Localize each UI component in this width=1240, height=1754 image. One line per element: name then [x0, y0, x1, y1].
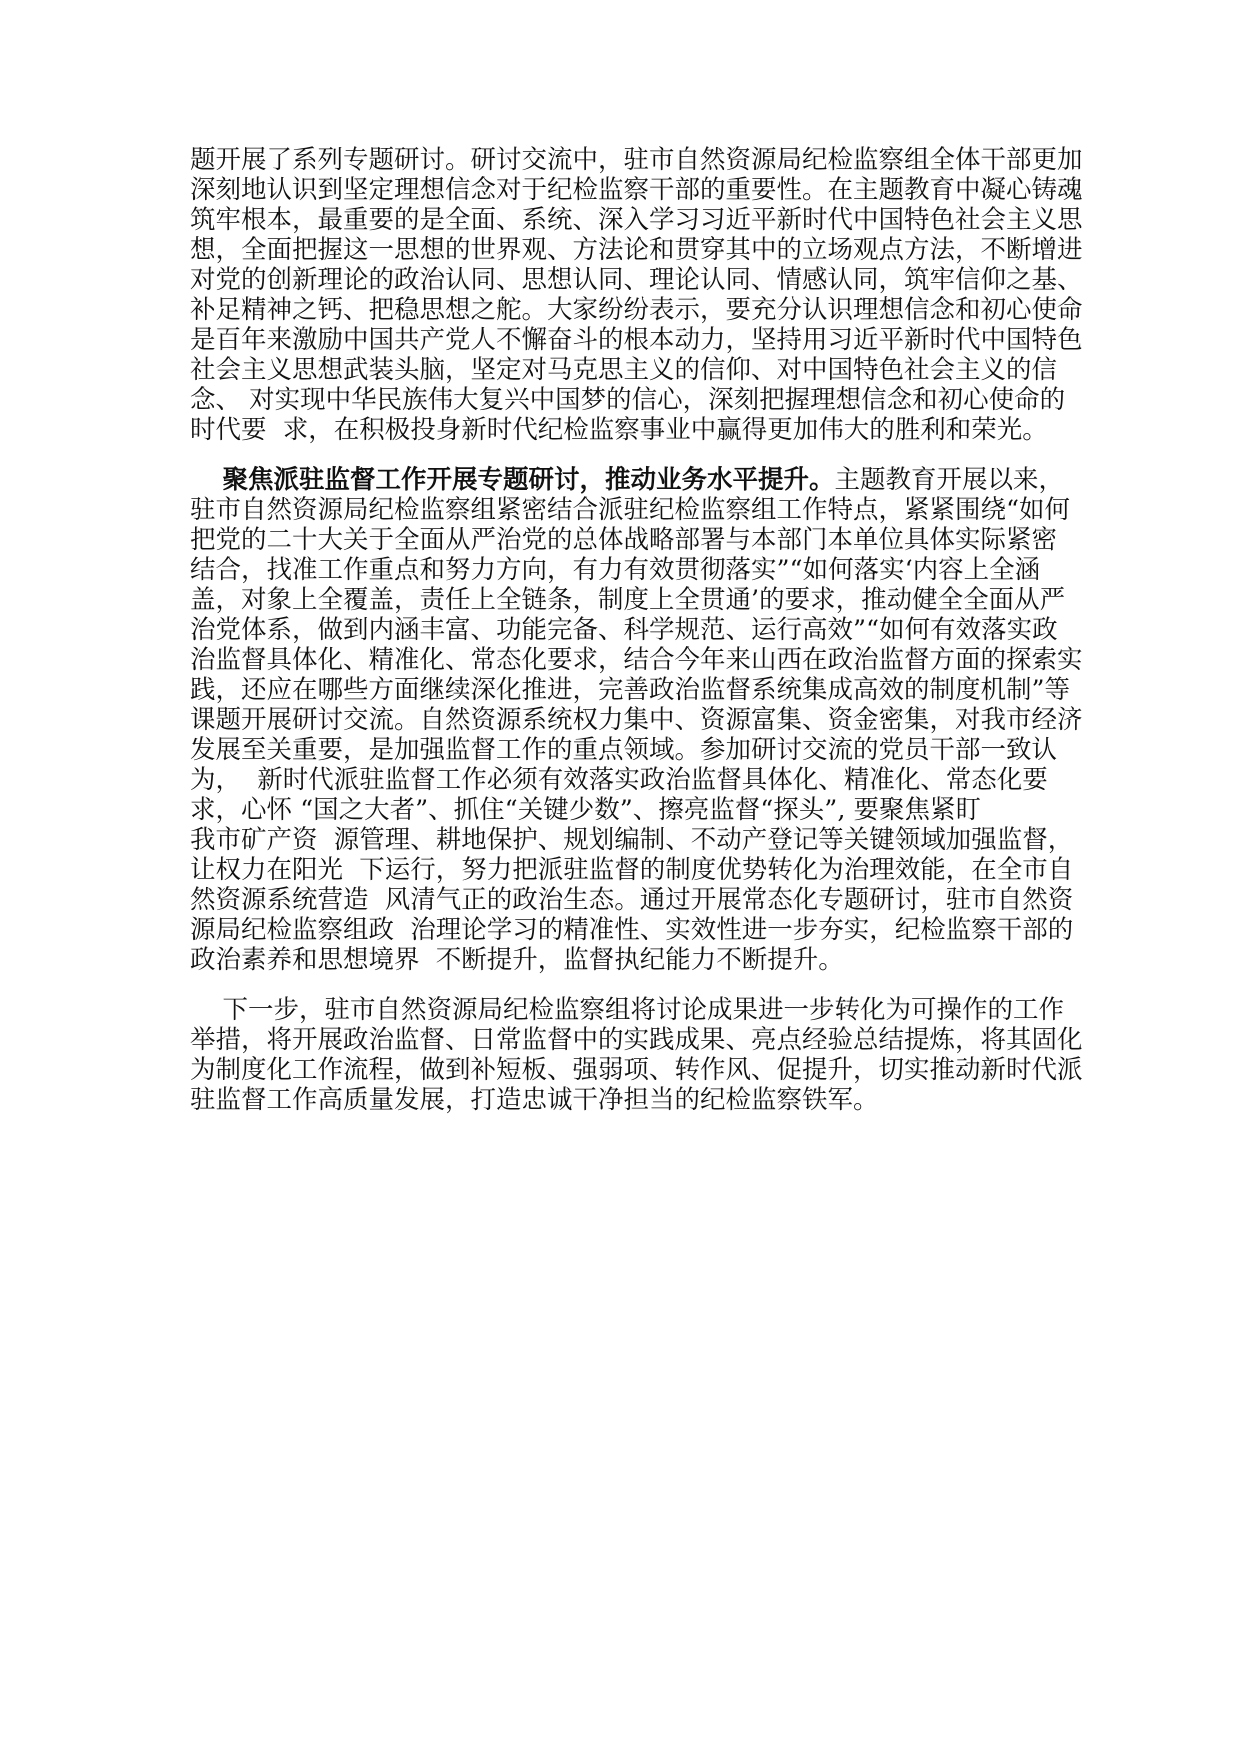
paragraph-2 [190, 465, 1083, 975]
text-line: 举措，将开展政治监督、日常监督中的实践成果、亮点经验总结提炼，将其固化 [190, 1025, 1083, 1055]
text-line: 是百年来激励中国共产党人不懈奋斗的根本动力，坚持用习近平新时代中国特色 [190, 325, 1083, 355]
text-line: 筑牢根本，最重要的是全面、系统、深入学习习近平新时代中国特色社会主义思 [190, 205, 1083, 235]
text-line-with-lead [190, 465, 1064, 495]
text-line: 然资源系统营造 风清气正的政治生态。通过开展常态化专题研讨，驻市自然资 [190, 885, 1074, 915]
text-line: 结合，找准工作重点和努力方向，有力有效贯彻落实”“如何落实‘内容上全涵 [190, 555, 1041, 585]
text-line-indented [190, 995, 1064, 1025]
document-body [190, 145, 1083, 1135]
text-line: 社会主义思想武装头脑，坚定对马克思主义的信仰、对中国特色社会主义的信 [190, 355, 1058, 385]
text-line: 治党体系，做到内涵丰富、功能完备、科学规范、运行高效”“如何有效落实政 [190, 615, 1058, 645]
paragraph-indent [190, 465, 222, 495]
bold-lead-sentence: 聚焦派驻监督工作开展专题研讨，推动业务水平提升。 [222, 465, 835, 495]
text-line: 盖，对象上全覆盖，责任上全链条，制度上全贯通’的要求，推动健全全面从严 [190, 585, 1066, 615]
text-line: 把党的二十大关于全面从严治党的总体战略部署与本部门本单位具体实际紧密 [190, 525, 1058, 555]
text-line: 念、 对实现中华民族伟大复兴中国梦的信心，深刻把握理想信念和初心使命的 [190, 385, 1066, 415]
text-line: 治监督具体化、精准化、常态化要求，结合今年来山西在政治监督方面的探索实 [190, 645, 1083, 675]
text-line: 我市矿产资 源管理、耕地保护、规划编制、不动产登记等关键领域加强监督， [190, 825, 1074, 855]
text-line: 补足精神之钙、把稳思想之舵。大家纷纷表示，要充分认识理想信念和初心使命 [190, 295, 1083, 325]
paragraph-3 [190, 995, 1083, 1115]
text-line: 为， 新时代派驻监督工作必须有效落实政治监督具体化、精准化、常态化要 [190, 765, 1048, 795]
text-line: 求，心怀 “国之大者”、抓住“关键少数”、擦亮监督“探头”, 要聚焦紧盯 [190, 795, 982, 825]
text-line: 题开展了系列专题研讨。研讨交流中，驻市自然资源局纪检监察组全体干部更加 [190, 145, 1083, 175]
text-line: 政治素养和思想境界 不断提升，监督执纪能力不断提升。 [190, 945, 844, 975]
text-line: 时代要 求，在积极投身新时代纪检监察事业中赢得更加伟大的胜利和荣光。 [190, 415, 1048, 445]
text-line: 课题开展研讨交流。自然资源系统权力集中、资源富集、资金密集，对我市经济 [190, 705, 1083, 735]
text-line: 驻市自然资源局纪检监察组紧密结合派驻纪检监察组工作特点，紧紧围绕“如何 [190, 495, 1071, 525]
paragraph-indent [190, 995, 222, 1025]
text-line: 驻监督工作高质量发展，打造忠诚干净担当的纪检监察铁军。 [190, 1085, 879, 1115]
text-line: 让权力在阳光 下运行，努力把派驻监督的制度优势转化为治理效能，在全市自 [190, 855, 1074, 885]
text-line: 践，还应在哪些方面继续深化推进，完善政治监督系统集成高效的制度机制”等 [190, 675, 1071, 705]
text-line: 发展至关重要，是加强监督工作的重点领域。参加研讨交流的党员干部一致认 [190, 735, 1058, 765]
text-run: 下一步，驻市自然资源局纪检监察组将讨论成果进一步转化为可操作的工作 [222, 995, 1064, 1025]
text-run: 主题教育开展以来， [834, 465, 1064, 495]
text-line: 深刻地认识到坚定理想信念对于纪检监察干部的重要性。在主题教育中凝心铸魂 [190, 175, 1083, 205]
text-line: 对党的创新理论的政治认同、思想认同、理论认同、情感认同，筑牢信仰之基、 [190, 265, 1083, 295]
text-line: 为制度化工作流程，做到补短板、强弱项、转作风、促提升，切实推动新时代派 [190, 1055, 1083, 1085]
paragraph-1 [190, 145, 1083, 445]
text-line: 源局纪检监察组政 治理论学习的精准性、实效性进一步夯实，纪检监察干部的 [190, 915, 1074, 945]
text-line: 想，全面把握这一思想的世界观、方法论和贯穿其中的立场观点方法，不断增进 [190, 235, 1083, 265]
